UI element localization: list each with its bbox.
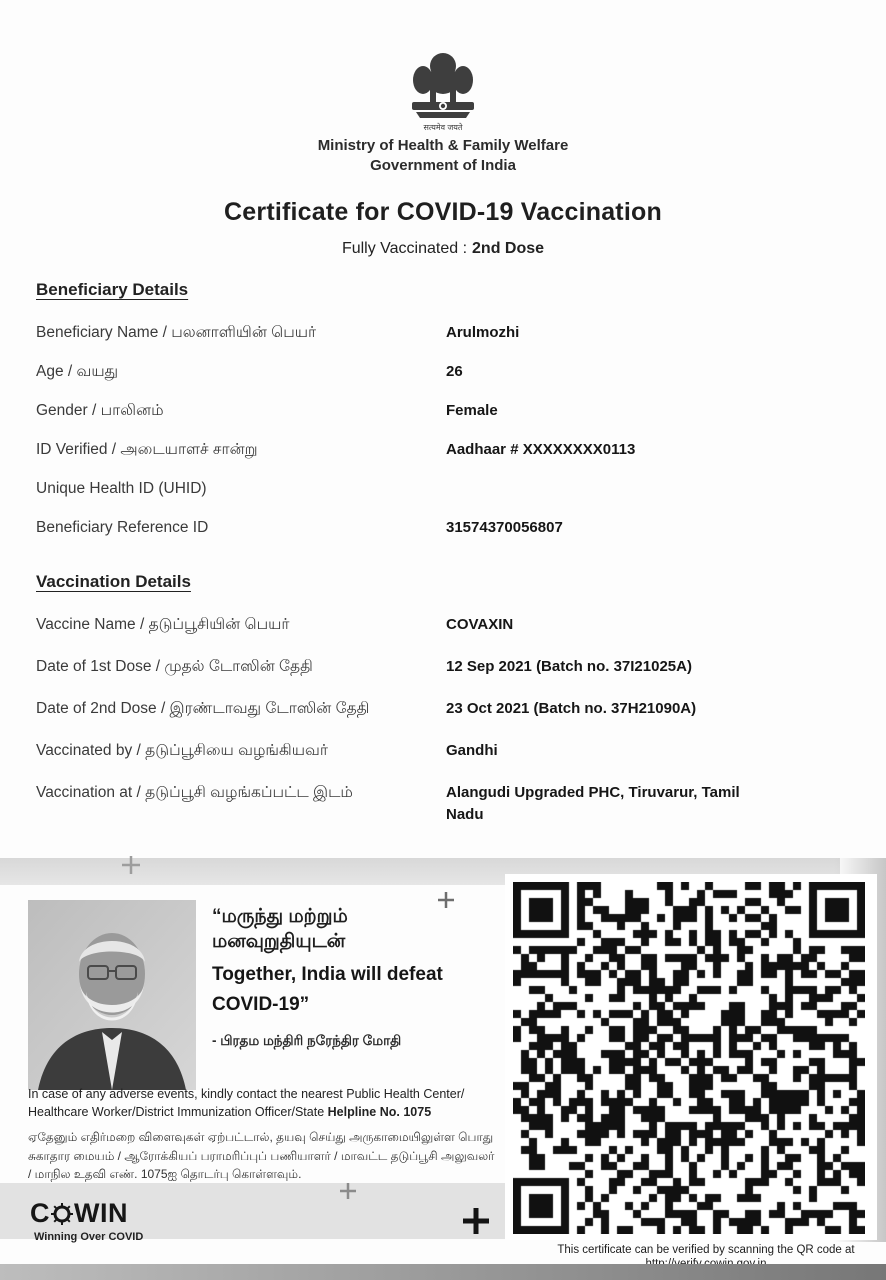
table-row	[36, 478, 856, 500]
field-value: 12 Sep 2021 (Batch no. 37I21025A)	[446, 658, 692, 675]
pm-quote-block	[212, 905, 502, 1051]
beneficiary-section-title: Beneficiary Details	[36, 280, 189, 299]
field-label: Vaccine Name / தடுப்பூசியின் பெயர்	[36, 616, 290, 633]
table-row	[36, 740, 856, 762]
crosshair-mark	[340, 1183, 356, 1199]
field-label: Beneficiary Name / பலனாளியின் பெயர்	[36, 324, 317, 341]
crosshair-mark	[438, 892, 454, 908]
field-value: 31574370056807	[446, 519, 563, 536]
quote-english-line2: COVID-19”	[212, 993, 310, 1015]
quote-attribution: - பிரதம மந்திரி நரேந்திர மோதி	[212, 1033, 402, 1049]
certificate-title: Certificate for COVID-19 Vaccination	[224, 198, 662, 226]
qr-code	[513, 882, 865, 1234]
field-value: Female	[446, 402, 498, 419]
table-row	[36, 656, 856, 678]
table-row	[36, 517, 856, 539]
adverse-note-text: In case of any adverse events, kindly contact the nearest Public Health Center/ Healthcare Worker/District Immunization Officer/State	[28, 1087, 465, 1119]
emblem-caption: सत्यमेव जयते	[423, 123, 463, 132]
field-label: Gender / பாலினம்	[36, 402, 164, 419]
table-row	[36, 439, 856, 461]
field-label: Beneficiary Reference ID	[36, 519, 209, 536]
field-value: 26	[446, 363, 463, 380]
scan-bottom-edge	[0, 1264, 886, 1280]
field-value: Gandhi	[446, 742, 498, 759]
table-row	[36, 782, 856, 826]
field-label: Date of 1st Dose / முதல் டோஸின் தேதி	[36, 658, 313, 675]
cowin-logo-c: C	[30, 1198, 50, 1228]
ministry-line1: Ministry of Health & Family Welfare	[317, 137, 569, 154]
cowin-logo-win: WIN	[74, 1198, 128, 1228]
field-label: Age / வயது	[36, 363, 119, 380]
table-row	[36, 361, 856, 383]
field-label: Date of 2nd Dose / இரண்டாவது டோஸின் தேதி	[36, 700, 370, 717]
field-label: Vaccination at / தடுப்பூசி வழங்கப்பட்ட இடம்	[36, 784, 353, 801]
india-national-emblem-icon	[400, 42, 486, 139]
field-value: COVAXIN	[446, 616, 514, 633]
table-row	[36, 614, 856, 636]
crosshair-mark	[122, 856, 140, 874]
ministry-line2: Government of India	[370, 157, 516, 175]
table-row	[36, 698, 856, 720]
pm-modi-photo	[28, 900, 196, 1090]
quote-tamil-line2: மனவுறுதியுடன்	[212, 930, 346, 952]
table-row	[36, 400, 856, 422]
field-label: Unique Health ID (UHID)	[36, 480, 207, 497]
field-value: Alangudi Upgraded PHC, Tiruvarur, Tamil Nadu	[446, 784, 740, 823]
quote-tamil-line1: “மருந்து மற்றும்	[212, 906, 348, 927]
vaccination-section-title: Vaccination Details	[36, 572, 191, 591]
vaccination-details-section	[36, 572, 856, 846]
field-label: ID Verified / அடையாளச் சான்று	[36, 441, 258, 458]
field-label: Vaccinated by / தடுப்பூசியை வழங்கியவர்	[36, 742, 328, 759]
field-value: 23 Oct 2021 (Batch no. 37H21090A)	[446, 700, 697, 717]
beneficiary-details-section	[36, 280, 856, 556]
crosshair-mark	[463, 1208, 489, 1234]
field-value: Aadhaar # XXXXXXXX0113	[446, 441, 636, 458]
certificate-subtitle	[0, 240, 886, 258]
quote-english-line1: Together, India will defeat	[212, 964, 443, 986]
subtitle-dose: 2nd Dose	[472, 240, 545, 257]
cowin-logo	[30, 1198, 143, 1243]
cowin-tagline: Winning Over COVID	[34, 1231, 144, 1243]
verify-line1: This certificate can be verified by scanning the QR code at	[557, 1244, 855, 1256]
ministry-heading	[0, 136, 886, 177]
helpline-number: Helpline No. 1075	[327, 1104, 432, 1119]
subtitle-label: Fully Vaccinated :	[341, 240, 468, 257]
cowin-virus-icon	[51, 1203, 73, 1225]
qr-panel	[505, 874, 877, 1240]
adverse-events-note-en	[28, 1086, 500, 1121]
table-row	[36, 322, 856, 344]
adverse-events-note-tamil: ஏதேனும் எதிர்மறை விளைவுகள் ஏற்பட்டால், தயவு செய்து அருகாமையிலுள்ள பொது சுகாதார மையம் / ஆரோக்கியப் பராமரிப்புப் பணியாளர் / மாவட்ட தடுப்பூசி அலுவலர் / மாநில உதவி எண். 1075ஐ தொடர்பு கொள்ளவும்.	[28, 1130, 495, 1182]
field-value: Arulmozhi	[446, 324, 520, 341]
